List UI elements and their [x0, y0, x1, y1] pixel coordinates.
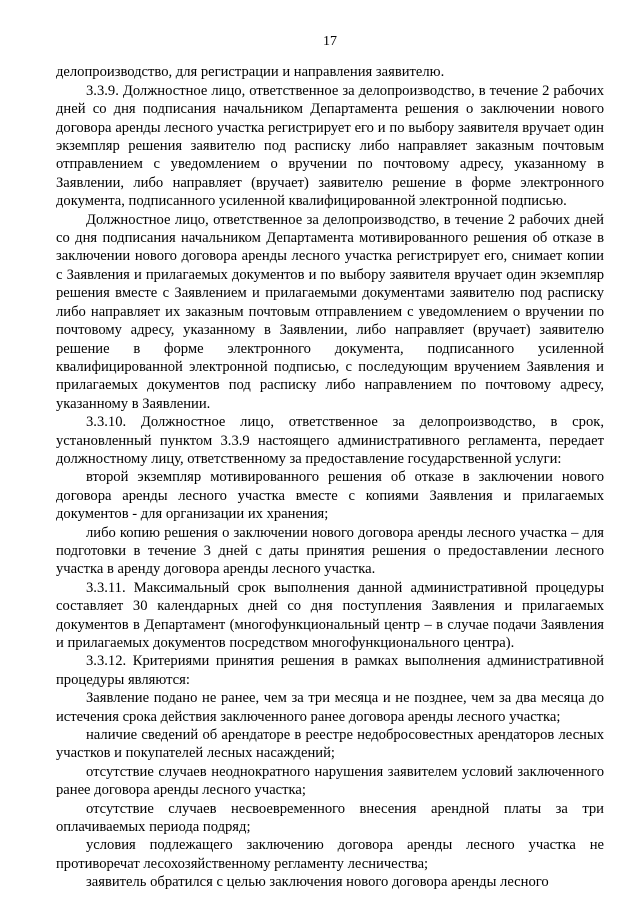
paragraph: второй экземпляр мотивированного решения об отказе в заключении нового договора аренды лесного участка вместе с копиями Заявления и прилагаемых документов - для организации их хранения;	[56, 469, 604, 523]
paragraph: отсутствие случаев несвоевременного внесения арендной платы за три оплачиваемых периода подряд;	[56, 800, 604, 836]
paragraph: отсутствие случаев неоднократного нарушения заявителем условий заключенного ранее договора аренды лесного участка;	[56, 763, 604, 799]
paragraph: 3.3.9. Должностное лицо, ответственное за делопроизводство, в течение 2 рабочих дней со дня подписания начальником Департамента решения о заключении нового договора аренды лесного участка регистрирует его и по выбору заявителя вручает один экземпляр решения заявителю под расписку либо направляет заказным почтовым отправлением с уведомлением о вручении по почтовому адресу, указанному в Заявлении, либо направляет (вручает) заявителю решение в форме электронного документа, подписанного усиленной квалифицированной электронной подписью.	[56, 82, 604, 210]
paragraph: либо копию решения о заключении нового договора аренды лесного участка – для подготовки в течение 3 дней с даты принятия решения о предоставлении лесного участка в аренду договора аренды лесного участка.	[56, 524, 604, 578]
paragraph: делопроизводство, для регистрации и направления заявителю.	[56, 64, 445, 81]
paragraph: 3.3.10. Должностное лицо, ответственное за делопроизводство, в срок, установленный пунктом 3.3.9 настоящего административного регламента, передает должностному лицу, ответственному за предоставление государственной услуги:	[56, 414, 604, 467]
paragraph: заявитель обратился с целью заключения нового договора аренды лесного	[86, 874, 549, 891]
paragraph: 3.3.11. Максимальный срок выполнения данной административной процедуры составляет 30 календарных дней со дня поступления Заявления и прилагаемых документов в Департамент (многофункциональный центр – в случае подачи Заявления и прилагаемых документов посредством многофункционального центра).	[56, 579, 604, 651]
paragraph: условия подлежащего заключению договора аренды лесного участка не противоречат лесохозяйственному регламенту лесничества;	[56, 837, 604, 872]
page-number: 17	[323, 34, 337, 49]
paragraph: Заявление подано не ранее, чем за три месяца и не позднее, чем за два месяца до истечения срока действия заключенного ранее договора аренды лесного участка;	[56, 690, 604, 725]
paragraph: наличие сведений об арендаторе в реестре недобросовестных арендаторов лесных участков и покупателей лесных насаждений;	[56, 727, 604, 762]
paragraph: 3.3.12. Критериями принятия решения в рамках выполнения административной процедуры являются:	[56, 653, 604, 688]
paragraph: Должностное лицо, ответственное за делопроизводство, в течение 2 рабочих дней со дня подписания начальником Департамента мотивированного решения об отказе в заключении нового договора аренды лесного участка регистрирует его, снимает копии с Заявления и прилагаемых документов и по выбору заявителя вручает один экземпляр решения вместе с Заявлением и прилагаемыми документами заявителю под расписку либо направляет их заказным почтовым отправлением с уведомлением о вручении по почтовому адресу, указанному в Заявлении, либо направляет (вручает) заявителю решение в форме электронного документа, подписанного усиленной квалифицированной электронной подписью, с последующим вручением Заявления и прилагаемых документов под расписку либо направлением по почтовому адресу, указанному в Заявлении.	[56, 211, 604, 412]
document-body	[56, 63, 604, 891]
